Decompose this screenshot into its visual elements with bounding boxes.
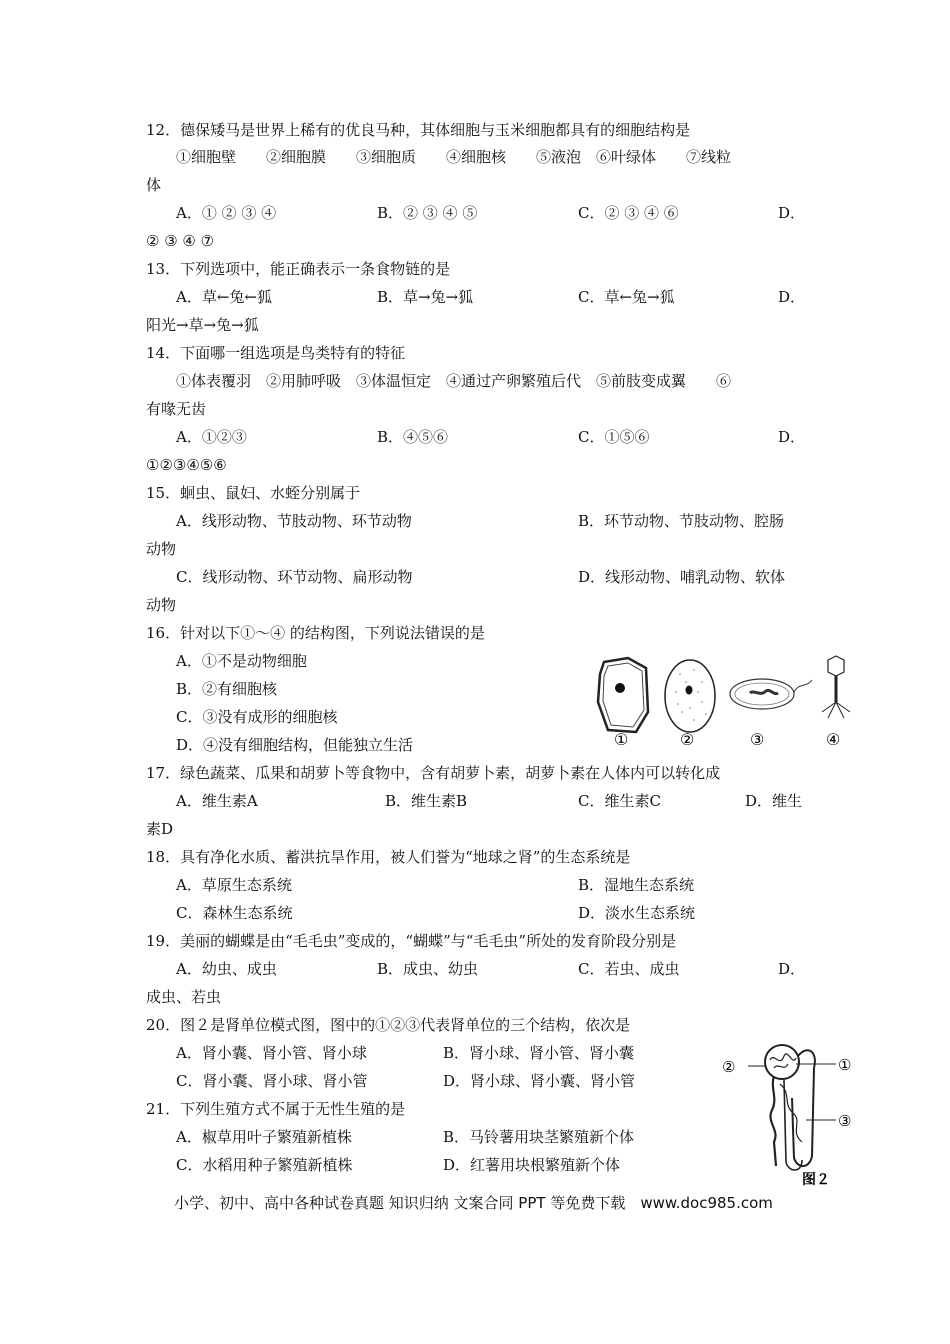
q15-option-d-wrap: 动物 xyxy=(146,596,177,614)
q20-option-d: D．肾小球、肾小囊、肾小管 xyxy=(443,1072,636,1090)
nephron-figure xyxy=(718,1038,868,1190)
q21-option-d: D．红薯用块根繁殖新个体 xyxy=(443,1156,621,1174)
q18-option-c: C．森林生态系统 xyxy=(176,904,293,922)
q14-option-d: D． xyxy=(778,428,806,446)
q18-stem: 18．具有净化水质、蓄洪抗旱作用，被人们誉为“地球之肾”的生态系统是 xyxy=(146,848,631,866)
q20-option-c: C．肾小囊、肾小球、肾小管 xyxy=(176,1072,368,1090)
fig20-caption: 图２ xyxy=(802,1172,830,1188)
q14-items: ①体表覆羽 ②用肺呼吸 ③体温恒定 ④通过产卵繁殖后代 ⑤前肢变成翼 ⑥ xyxy=(176,372,732,390)
fig20-label-2: ② xyxy=(722,1058,736,1076)
cell-structures-figure xyxy=(590,652,860,752)
q15-option-c: C．线形动物、环节动物、扁形动物 xyxy=(176,568,413,586)
q15-option-d: D．线形动物、哺乳动物、软体 xyxy=(578,568,786,586)
q12-items: ①细胞壁 ②细胞膜 ③细胞质 ④细胞核 ⑤液泡 ⑥叶绿体 ⑦线粒 xyxy=(176,148,732,166)
q17-option-c: C．维生素C xyxy=(578,792,661,810)
plant-cell-illustration xyxy=(598,658,648,732)
q16-option-c: C．③没有成形的细胞核 xyxy=(176,708,338,726)
fig16-label-3: ③ xyxy=(750,730,765,749)
q20-option-b: B．肾小球、肾小管、肾小囊 xyxy=(443,1044,635,1062)
q15-option-a: A．线形动物、节肢动物、环节动物 xyxy=(176,512,412,530)
q19-option-a: A．幼虫、成虫 xyxy=(176,960,277,978)
q18-option-b: B．湿地生态系统 xyxy=(578,876,695,894)
q17-option-b: B．维生素B xyxy=(385,792,468,810)
q13-option-a: A．草←兔←狐 xyxy=(176,288,272,306)
q14-option-c: C．①⑤⑥ xyxy=(578,428,650,446)
q12-option-c: C．② ③ ④ ⑥ xyxy=(578,204,679,222)
q12-option-d-wrap: ② ③ ④ ⑦ xyxy=(146,232,215,250)
virus-illustration xyxy=(822,656,850,718)
q14-option-d-wrap: ①②③④⑤⑥ xyxy=(146,456,227,474)
q15-stem: 15．蛔虫、鼠妇、水蛭分别属于 xyxy=(146,484,361,502)
q16-stem: 16．针对以下①～④ 的结构图，下列说法错误的是 xyxy=(146,624,485,642)
q18-option-a: A．草原生态系统 xyxy=(176,876,292,894)
q19-option-d-wrap: 成虫、若虫 xyxy=(146,988,222,1006)
q19-option-d: D． xyxy=(778,960,806,978)
fig16-label-1: ① xyxy=(614,730,629,749)
q19-stem: 19．美丽的蝴蝶是由“毛毛虫”变成的，“蝴蝶”与“毛毛虫”所处的发育阶段分别是 xyxy=(146,932,677,950)
q12-option-b: B．② ③ ④ ⑤ xyxy=(377,204,478,222)
q16-option-d: D．④没有细胞结构，但能独立生活 xyxy=(176,736,414,754)
q18-option-d: D．淡水生态系统 xyxy=(578,904,696,922)
q21-stem: 21．下列生殖方式不属于无性生殖的是 xyxy=(146,1100,406,1118)
q13-option-b: B．草→兔→狐 xyxy=(377,288,474,306)
q17-option-d-wrap: 素D xyxy=(146,820,174,838)
q21-option-c: C．水稻用种子繁殖新植株 xyxy=(176,1156,353,1174)
q14-option-b: B．④⑤⑥ xyxy=(377,428,449,446)
q16-option-b: B．②有细胞核 xyxy=(176,680,278,698)
q12-option-a: A．① ② ③ ④ xyxy=(176,204,277,222)
q15-option-b-wrap: 动物 xyxy=(146,540,177,558)
q13-option-c: C．草←兔→狐 xyxy=(578,288,675,306)
q14-stem: 14．下面哪一组选项是鸟类特有的特征 xyxy=(146,344,406,362)
q16-option-a: A．①不是动物细胞 xyxy=(176,652,307,670)
q21-option-a: A．椒草用叶子繁殖新植株 xyxy=(176,1128,352,1146)
q19-option-c: C．若虫、成虫 xyxy=(578,960,680,978)
q13-option-d-wrap: 阳光→草→兔→狐 xyxy=(146,316,259,334)
fig20-label-1: ① xyxy=(838,1056,852,1074)
q12-items-wrap: 体 xyxy=(146,176,162,194)
footer-download-note: 小学、初中、高中各种试卷真题 知识归纳 文案合同 PPT 等免费下载 www.doc985.com xyxy=(174,1194,773,1212)
fig20-label-3: ③ xyxy=(838,1112,852,1130)
animal-cell-illustration xyxy=(665,660,715,732)
fig16-label-2: ② xyxy=(680,730,695,749)
q12-option-d: D． xyxy=(778,204,806,222)
q21-option-b: B．马铃薯用块茎繁殖新个体 xyxy=(443,1128,635,1146)
q15-option-b: B．环节动物、节肢动物、腔肠 xyxy=(578,512,785,530)
q20-option-a: A．肾小囊、肾小管、肾小球 xyxy=(176,1044,367,1062)
q17-option-d: D．维生 xyxy=(745,792,803,810)
bacterium-illustration xyxy=(730,679,812,709)
q12-stem: 12．德保矮马是世界上稀有的优良马种，其体细胞与玉米细胞都具有的细胞结构是 xyxy=(146,121,691,139)
q13-option-d: D． xyxy=(778,288,806,306)
q20-stem: 20．图２是肾单位模式图，图中的①②③代表肾单位的三个结构，依次是 xyxy=(146,1016,631,1034)
q19-option-b: B．成虫、幼虫 xyxy=(377,960,479,978)
q17-stem: 17．绿色蔬菜、瓜果和胡萝卜等食物中，含有胡萝卜素，胡萝卜素在人体内可以转化成 xyxy=(146,764,721,782)
fig16-label-4: ④ xyxy=(826,730,841,749)
q14-option-a: A．①②③ xyxy=(176,428,247,446)
q13-stem: 13．下列选项中，能正确表示一条食物链的是 xyxy=(146,260,451,278)
q17-option-a: A．维生素A xyxy=(176,792,258,810)
q14-items-wrap: 有喙无齿 xyxy=(146,400,207,418)
